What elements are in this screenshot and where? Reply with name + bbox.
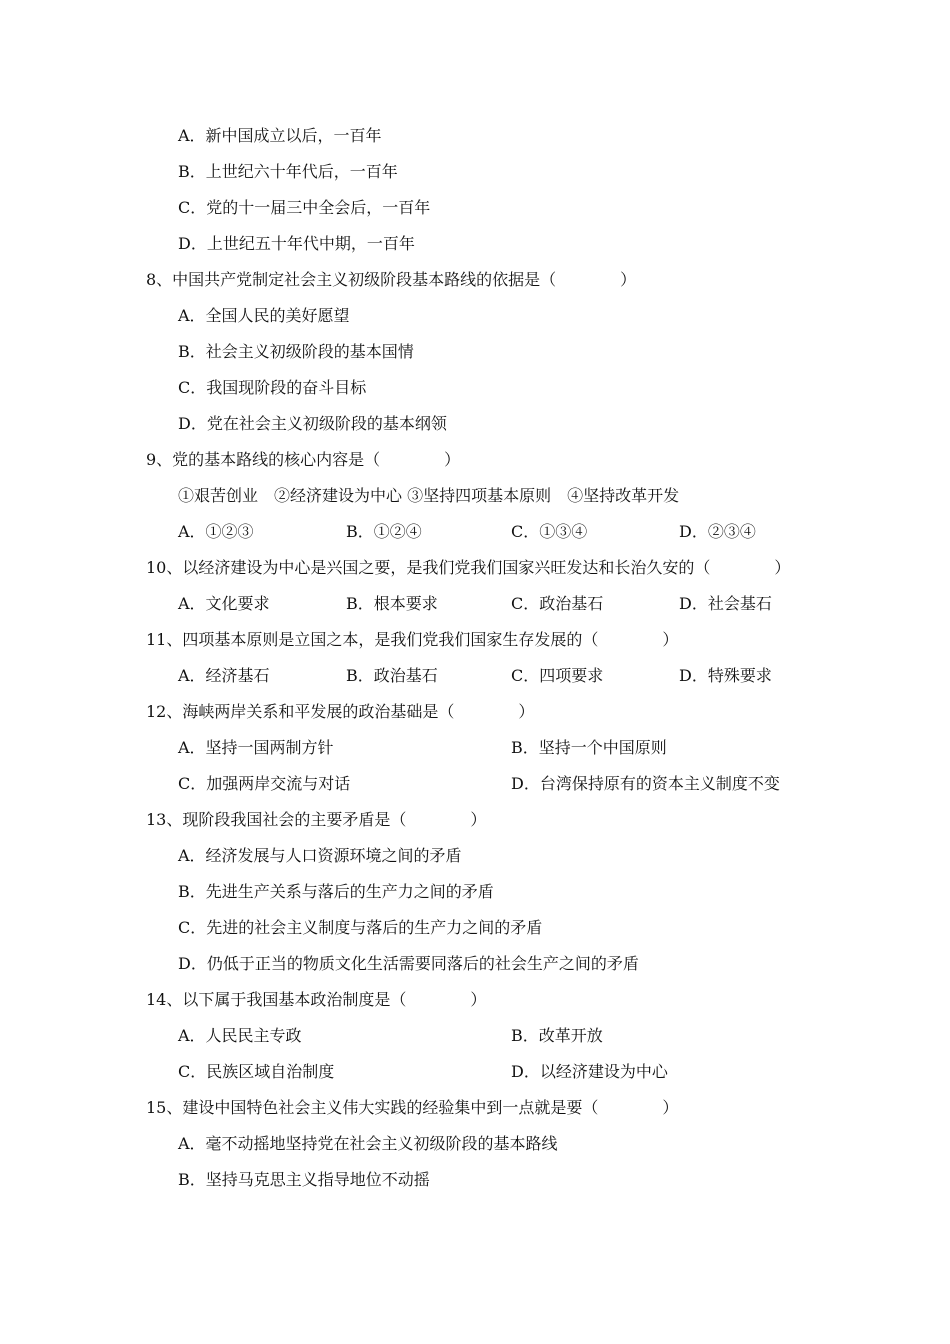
q10-option-d: D．社会基石 [679, 594, 772, 613]
q13-stem: 13、现阶段我国社会的主要矛盾是（ ） [146, 810, 487, 829]
q12-option-a: A．坚持一国两制方针 [178, 738, 334, 757]
q8-option-d: D．党在社会主义初级阶段的基本纲领 [178, 414, 447, 433]
q13-option-a: A．经济发展与人口资源环境之间的矛盾 [178, 846, 462, 865]
q11-option-d: D．特殊要求 [679, 666, 772, 685]
q9-items: ①艰苦创业 ②经济建设为中心 ③坚持四项基本原则 ④坚持改革开发 [178, 486, 680, 505]
q9-option-d: D．②③④ [679, 522, 756, 541]
q10-option-b: B．根本要求 [346, 594, 438, 613]
q14-stem: 14、以下属于我国基本政治制度是（ ） [146, 990, 487, 1009]
q15-option-b: B．坚持马克思主义指导地位不动摇 [178, 1170, 430, 1189]
q7-option-d: D．上世纪五十年代中期，一百年 [178, 234, 415, 253]
q10-stem: 10、以经济建设为中心是兴国之要，是我们党我们国家兴旺发达和长治久安的（ ） [146, 558, 791, 577]
q8-option-c: C．我国现阶段的奋斗目标 [178, 378, 367, 397]
q8-stem: 8、中国共产党制定社会主义初级阶段基本路线的依据是（ ） [146, 270, 637, 289]
q13-option-c: C．先进的社会主义制度与落后的生产力之间的矛盾 [178, 918, 543, 937]
q13-option-b: B．先进生产关系与落后的生产力之间的矛盾 [178, 882, 494, 901]
q8-option-a: A．全国人民的美好愿望 [178, 306, 350, 325]
q11-stem: 11、四项基本原则是立国之本，是我们党我们国家生存发展的（ ） [146, 630, 679, 649]
q10-option-c: C．政治基石 [511, 594, 604, 613]
q12-stem: 12、海峡两岸关系和平发展的政治基础是（ ） [146, 702, 535, 721]
q15-stem: 15、建设中国特色社会主义伟大实践的经验集中到一点就是要（ ） [146, 1098, 679, 1117]
q8-option-b: B．社会主义初级阶段的基本国情 [178, 342, 414, 361]
q14-option-b: B．改革开放 [511, 1026, 603, 1045]
q11-option-b: B．政治基石 [346, 666, 438, 685]
q15-option-a: A．毫不动摇地坚持党在社会主义初级阶段的基本路线 [178, 1134, 558, 1153]
q12-option-b: B．坚持一个中国原则 [511, 738, 667, 757]
q10-option-a: A．文化要求 [178, 594, 270, 613]
q11-option-c: C．四项要求 [511, 666, 604, 685]
q7-option-a: A．新中国成立以后，一百年 [178, 126, 382, 145]
q14-option-d: D．以经济建设为中心 [511, 1062, 668, 1081]
q9-stem: 9、党的基本路线的核心内容是（ ） [146, 450, 461, 469]
q9-option-b: B．①②④ [346, 522, 422, 541]
q9-option-a: A．①②③ [178, 522, 254, 541]
q13-option-d: D．仍低于正当的物质文化生活需要同落后的社会生产之间的矛盾 [178, 954, 639, 973]
q7-option-b: B．上世纪六十年代后，一百年 [178, 162, 398, 181]
q12-option-d: D．台湾保持原有的资本主义制度不变 [511, 774, 780, 793]
q12-option-c: C．加强两岸交流与对话 [178, 774, 351, 793]
q14-option-a: A．人民民主专政 [178, 1026, 302, 1045]
q9-option-c: C．①③④ [511, 522, 588, 541]
q7-option-c: C．党的十一届三中全会后，一百年 [178, 198, 431, 217]
q14-option-c: C．民族区域自治制度 [178, 1062, 335, 1081]
q11-option-a: A．经济基石 [178, 666, 270, 685]
